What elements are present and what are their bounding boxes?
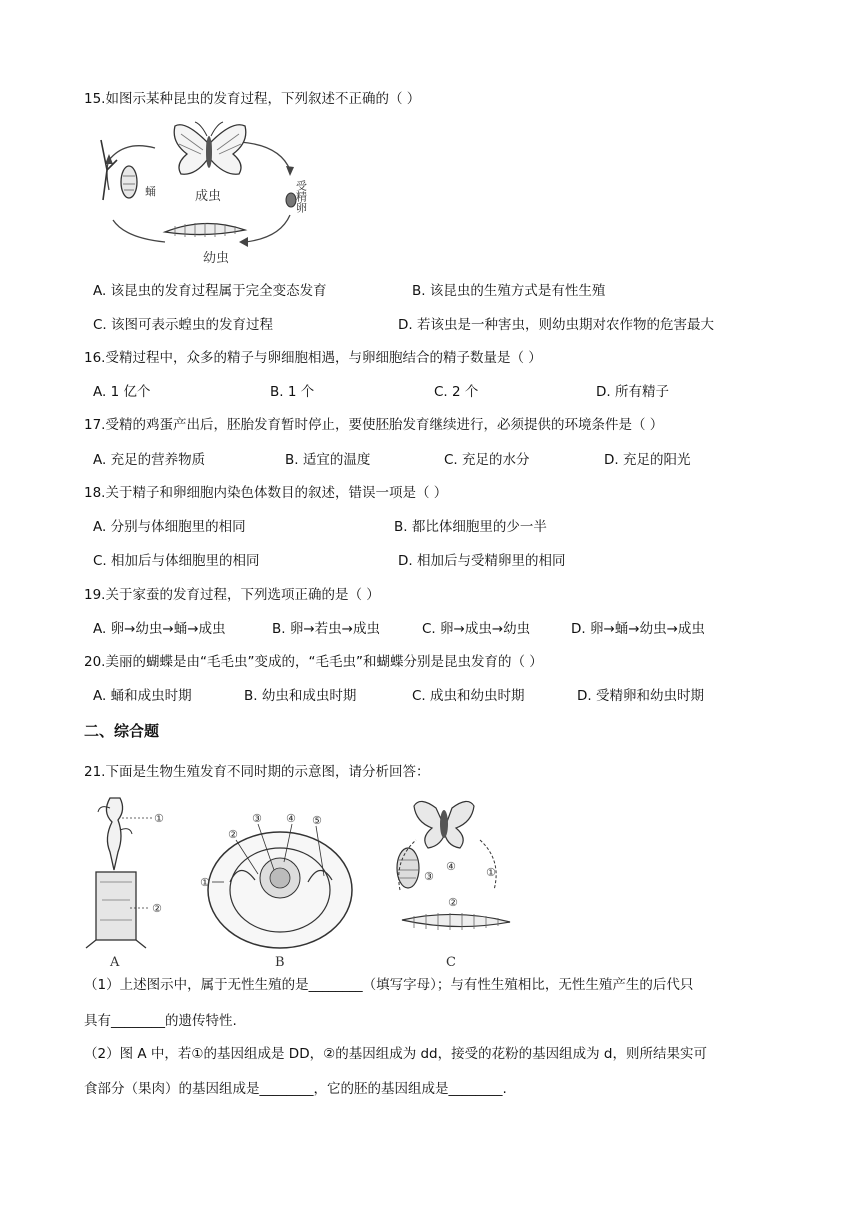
- larva-icon: [165, 223, 245, 237]
- fig-b-label-4: ④: [286, 812, 296, 825]
- egg-structure-diagram: [208, 824, 352, 948]
- q21-stem: 21.下面是生物生殖发育不同时期的示意图，请分析回答：: [84, 764, 430, 780]
- q16-option-c[interactable]: C. 2 个: [434, 384, 479, 400]
- q18-stem: 18.关于精子和卵细胞内染色体数目的叙述，错误一项是（ ）: [84, 485, 448, 501]
- q17-option-b[interactable]: B. 适宜的温度: [285, 452, 371, 468]
- q20-option-d[interactable]: D. 受精卵和幼虫时期: [577, 688, 704, 704]
- q15-option-b[interactable]: B. 该昆虫的生殖方式是有性生殖: [412, 283, 606, 299]
- q15-option-c[interactable]: C. 该图可表示蝗虫的发育过程: [93, 317, 274, 333]
- pupa-icon: [101, 140, 137, 200]
- q20-option-a[interactable]: A. 蛹和成虫时期: [93, 688, 192, 704]
- q16-option-b[interactable]: B. 1 个: [270, 384, 315, 400]
- fig-b-caption: B: [275, 955, 285, 970]
- q16-option-d[interactable]: D. 所有精子: [596, 384, 669, 400]
- q16-option-a[interactable]: A. 1 亿个: [93, 384, 151, 400]
- q16-stem: 16.受精过程中，众多的精子与卵细胞相遇，与卵细胞结合的精子数量是（ ）: [84, 350, 542, 366]
- q19-option-d[interactable]: D. 卵→蛹→幼虫→成虫: [571, 621, 705, 637]
- fig-a-label-1: ①: [154, 812, 164, 825]
- q18-option-d[interactable]: D. 相加后与受精卵里的相同: [398, 553, 566, 569]
- q15-stem: 15.如图示某种昆虫的发育过程，下列叙述不正确的（ ）: [84, 91, 421, 107]
- fig-a-caption: A: [110, 955, 120, 970]
- fig-c-label-2: ②: [448, 896, 458, 909]
- fig-a-label-2: ②: [152, 902, 162, 915]
- fig-b-label-3: ③: [252, 812, 262, 825]
- q15-adult-label: 成虫: [195, 189, 222, 204]
- fig-c-label-3: ③: [424, 870, 434, 883]
- q19-option-c[interactable]: C. 卵→成虫→幼虫: [422, 621, 531, 637]
- fig-c-caption: C: [446, 955, 456, 970]
- q20-option-b[interactable]: B. 幼虫和成虫时期: [244, 688, 357, 704]
- q21-part2-line2: 食部分（果肉）的基因组成是________，它的胚的基因组成是________.: [84, 1081, 507, 1097]
- q18-option-b[interactable]: B. 都比体细胞里的少一半: [394, 519, 547, 535]
- q15-egg-label: 受精卵: [294, 180, 308, 213]
- q19-option-b[interactable]: B. 卵→若虫→成虫: [272, 621, 380, 637]
- q15-insect-lifecycle-figure: [95, 120, 325, 270]
- q20-stem: 20.美丽的蝴蝶是由“毛毛虫”变成的，“毛毛虫”和蝴蝶分别是昆虫发育的（ ）: [84, 654, 543, 670]
- fig-b-label-1: ①: [200, 876, 210, 889]
- q17-stem: 17.受精的鸡蛋产出后，胚胎发育暂时停止，要使胚胎发育继续进行，必须提供的环境条件是（ ）: [84, 417, 664, 433]
- q17-option-c[interactable]: C. 充足的水分: [444, 452, 530, 468]
- fig-c-label-1: ①: [486, 866, 496, 879]
- q21-figure: [80, 790, 530, 970]
- q15-option-a[interactable]: A. 该昆虫的发育过程属于完全变态发育: [93, 283, 327, 299]
- fig-b-label-5: ⑤: [312, 814, 322, 827]
- q19-option-a[interactable]: A. 卵→幼虫→蛹→成虫: [93, 621, 226, 637]
- q18-option-a[interactable]: A. 分别与体细胞里的相同: [93, 519, 246, 535]
- butterfly-icon: [174, 122, 246, 174]
- q17-option-a[interactable]: A. 充足的营养物质: [93, 452, 206, 468]
- q21-part2-line1: （2）图 A 中，若①的基因组成是 DD，②的基因组成为 dd，接受的花粉的基因组成为 d，则所结果实可: [84, 1046, 707, 1062]
- q21-part1-line1: （1）上述图示中，属于无性生殖的是________（填写字母）；与有性生殖相比，无性生殖产生的后代只: [84, 977, 694, 993]
- q15-option-d[interactable]: D. 若该虫是一种害虫，则幼虫期对农作物的危害最大: [398, 317, 714, 333]
- fig-c-label-4: ④: [446, 860, 456, 873]
- q19-stem: 19.关于家蚕的发育过程，下列选项正确的是（ ）: [84, 587, 380, 603]
- section-heading: 二、综合题: [84, 722, 160, 740]
- q15-pupa-label: 蛹: [145, 185, 156, 198]
- q21-part1-line2: 具有________的遗传特性.: [84, 1013, 237, 1029]
- q17-option-d[interactable]: D. 充足的阳光: [604, 452, 691, 468]
- grafting-diagram: [86, 798, 152, 948]
- q15-larva-label: 幼虫: [203, 251, 230, 266]
- q18-option-c[interactable]: C. 相加后与体细胞里的相同: [93, 553, 260, 569]
- q20-option-c[interactable]: C. 成虫和幼虫时期: [412, 688, 525, 704]
- fig-b-label-2: ②: [228, 828, 238, 841]
